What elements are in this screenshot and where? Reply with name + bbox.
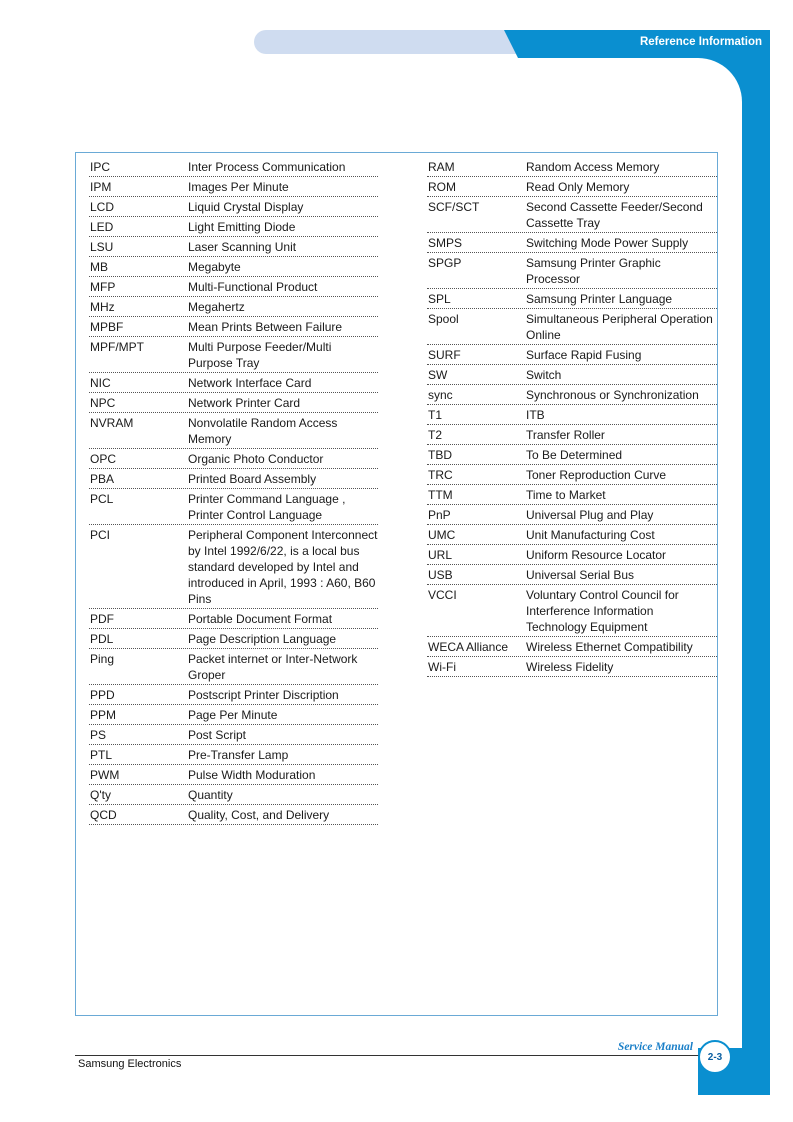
glossary-abbreviation: LCD xyxy=(90,200,115,214)
glossary-definition: Organic Photo Conductor xyxy=(188,452,324,466)
footer-divider xyxy=(75,1055,705,1056)
glossary-entry xyxy=(427,637,717,657)
glossary-definition: Synchronous or Synchronization xyxy=(526,388,699,402)
glossary-right-column xyxy=(427,157,717,677)
glossary-definition: Switching Mode Power Supply xyxy=(526,236,689,250)
glossary-entry xyxy=(89,525,378,609)
glossary-entry xyxy=(89,489,378,525)
glossary-definition: Time to Market xyxy=(526,488,606,502)
glossary-abbreviation: IPM xyxy=(90,180,112,194)
glossary-entry xyxy=(427,565,717,585)
glossary-entry xyxy=(89,217,378,237)
glossary-abbreviation: NPC xyxy=(90,396,116,410)
glossary-entry xyxy=(89,785,378,805)
glossary-entry xyxy=(427,485,717,505)
glossary-definition: Printer Command Language , Printer Control Language xyxy=(188,492,346,522)
glossary-abbreviation: TRC xyxy=(428,468,453,482)
glossary-abbreviation: Ping xyxy=(90,652,115,666)
glossary-entry xyxy=(89,317,378,337)
glossary-entry xyxy=(89,765,378,785)
glossary-definition: Liquid Crystal Display xyxy=(188,200,304,214)
glossary-abbreviation: LED xyxy=(90,220,114,234)
glossary-abbreviation: LSU xyxy=(90,240,114,254)
glossary-definition: Packet internet or Inter-Network Groper xyxy=(188,652,358,682)
glossary-entry xyxy=(427,309,717,345)
glossary-entry xyxy=(427,425,717,445)
section-title: Reference Information xyxy=(639,36,762,48)
glossary-entry xyxy=(427,197,717,233)
glossary-entry xyxy=(427,505,717,525)
glossary-abbreviation: SURF xyxy=(428,348,461,362)
glossary-definition: Portable Document Format xyxy=(188,612,333,626)
glossary-abbreviation: Q'ty xyxy=(90,788,111,802)
glossary-definition: Peripheral Component Interconnect by Intel 1992/6/22, is a local bus standard developed by Intel and introduced in April, 1993 : A60, B60 Pins xyxy=(188,528,378,606)
glossary-abbreviation: ROM xyxy=(428,180,456,194)
glossary-abbreviation: PCI xyxy=(90,528,111,542)
glossary-entry xyxy=(89,685,378,705)
glossary-entry xyxy=(427,289,717,309)
glossary-abbreviation: MPBF xyxy=(90,320,124,334)
glossary-definition: Pre-Transfer Lamp xyxy=(188,748,289,762)
glossary-definition: Universal Serial Bus xyxy=(526,568,635,582)
glossary-entry xyxy=(89,257,378,277)
glossary-entry xyxy=(89,629,378,649)
glossary-entry xyxy=(89,805,378,825)
glossary-abbreviation: MHz xyxy=(90,300,115,314)
glossary-entry xyxy=(427,465,717,485)
glossary-definition: Wireless Ethernet Compatibility xyxy=(526,640,693,654)
glossary-definition: Wireless Fidelity xyxy=(526,660,614,674)
glossary-definition: Network Interface Card xyxy=(188,376,312,390)
company-name: Samsung Electronics xyxy=(78,1058,182,1070)
glossary-definition: Inter Process Communication xyxy=(188,160,346,174)
glossary-abbreviation: NIC xyxy=(90,376,111,390)
glossary-abbreviation: OPC xyxy=(90,452,117,466)
glossary-definition: Uniform Resource Locator xyxy=(526,548,667,562)
glossary-definition: Post Script xyxy=(188,728,247,742)
glossary-entry xyxy=(89,157,378,177)
glossary-abbreviation: Spool xyxy=(428,312,459,326)
glossary-definition: Read Only Memory xyxy=(526,180,630,194)
glossary-entry xyxy=(89,177,378,197)
glossary-abbreviation: MFP xyxy=(90,280,116,294)
glossary-entry xyxy=(427,253,717,289)
glossary-abbreviation: PTL xyxy=(90,748,113,762)
glossary-definition: Laser Scanning Unit xyxy=(188,240,297,254)
glossary-entry xyxy=(427,445,717,465)
glossary-definition: Voluntary Control Council for Interference Information Technology Equipment xyxy=(526,588,679,634)
glossary-definition: Postscript Printer Discription xyxy=(188,688,339,702)
glossary-definition: To Be Determined xyxy=(526,448,623,462)
glossary-definition: Mean Prints Between Failure xyxy=(188,320,343,334)
glossary-definition: Toner Reproduction Curve xyxy=(526,468,667,482)
glossary-entry xyxy=(89,197,378,217)
glossary-abbreviation: UMC xyxy=(428,528,456,542)
glossary-entry xyxy=(427,545,717,565)
glossary-definition: Network Printer Card xyxy=(188,396,301,410)
glossary-entry xyxy=(89,413,378,449)
glossary-definition: Samsung Printer Graphic Processor xyxy=(526,256,661,286)
glossary-abbreviation: PWM xyxy=(90,768,120,782)
glossary-definition: Megabyte xyxy=(188,260,241,274)
glossary-definition: Unit Manufacturing Cost xyxy=(526,528,655,542)
glossary-left-column xyxy=(89,157,378,825)
glossary-abbreviation: SCF/SCT xyxy=(428,200,480,214)
glossary-entry xyxy=(427,177,717,197)
glossary-abbreviation: URL xyxy=(428,548,453,562)
glossary-abbreviation: NVRAM xyxy=(90,416,134,430)
glossary-definition: Surface Rapid Fusing xyxy=(526,348,642,362)
glossary-abbreviation: T2 xyxy=(428,428,443,442)
glossary-entry xyxy=(89,705,378,725)
glossary-definition: Megahertz xyxy=(188,300,245,314)
glossary-entry xyxy=(89,337,378,373)
glossary-abbreviation: PDF xyxy=(90,612,114,626)
glossary-definition: Printed Board Assembly xyxy=(188,472,317,486)
glossary-box xyxy=(75,152,718,1016)
glossary-abbreviation: SPGP xyxy=(428,256,462,270)
glossary-abbreviation: QCD xyxy=(90,808,117,822)
glossary-abbreviation: TBD xyxy=(428,448,452,462)
glossary-entry xyxy=(89,745,378,765)
glossary-abbreviation: PnP xyxy=(428,508,451,522)
glossary-abbreviation: TTM xyxy=(428,488,453,502)
glossary-abbreviation: PS xyxy=(90,728,107,742)
glossary-definition: Nonvolatile Random Access Memory xyxy=(188,416,338,446)
glossary-abbreviation: Wi-Fi xyxy=(428,660,456,674)
glossary-definition: Quantity xyxy=(188,788,233,802)
glossary-entry xyxy=(427,405,717,425)
glossary-abbreviation: PBA xyxy=(90,472,115,486)
glossary-abbreviation: PPD xyxy=(90,688,115,702)
glossary-abbreviation: VCCI xyxy=(428,588,457,602)
glossary-definition: Quality, Cost, and Delivery xyxy=(188,808,330,822)
glossary-entry xyxy=(89,373,378,393)
glossary-definition: Samsung Printer Language xyxy=(526,292,673,306)
glossary-definition: Page Description Language xyxy=(188,632,337,646)
glossary-definition: Transfer Roller xyxy=(526,428,605,442)
glossary-abbreviation: SPL xyxy=(428,292,451,306)
glossary-abbreviation: RAM xyxy=(428,160,455,174)
glossary-entry xyxy=(89,725,378,745)
glossary-definition: Simultaneous Peripheral Operation Online xyxy=(526,312,713,342)
service-manual-label: Service Manual xyxy=(617,1041,693,1053)
glossary-definition: Page Per Minute xyxy=(188,708,278,722)
glossary-definition: Multi-Functional Product xyxy=(188,280,318,294)
glossary-abbreviation: SW xyxy=(428,368,448,382)
glossary-abbreviation: PCL xyxy=(90,492,114,506)
glossary-abbreviation: IPC xyxy=(90,160,111,174)
glossary-abbreviation: PPM xyxy=(90,708,117,722)
glossary-abbreviation: sync xyxy=(428,388,453,402)
glossary-definition: Multi Purpose Feeder/Multi Purpose Tray xyxy=(188,340,332,370)
glossary-entry xyxy=(89,469,378,489)
glossary-entry xyxy=(427,525,717,545)
glossary-entry xyxy=(89,609,378,629)
glossary-entry xyxy=(427,365,717,385)
glossary-entry xyxy=(427,385,717,405)
glossary-abbreviation: MB xyxy=(90,260,108,274)
glossary-abbreviation: SMPS xyxy=(428,236,463,250)
glossary-entry xyxy=(89,277,378,297)
page-number-badge: 2-3 xyxy=(698,1040,732,1074)
glossary-entry xyxy=(89,297,378,317)
glossary-entry xyxy=(427,345,717,365)
glossary-abbreviation: USB xyxy=(428,568,453,582)
glossary-definition: ITB xyxy=(526,408,545,422)
glossary-entry xyxy=(89,649,378,685)
glossary-entry xyxy=(427,585,717,637)
glossary-definition: Switch xyxy=(526,368,562,382)
glossary-definition: Light Emitting Diode xyxy=(188,220,296,234)
glossary-entry xyxy=(427,233,717,253)
glossary-abbreviation: PDL xyxy=(90,632,114,646)
glossary-abbreviation: WECA Alliance xyxy=(428,640,509,654)
glossary-entry xyxy=(89,237,378,257)
glossary-definition: Second Cassette Feeder/Second Cassette Tray xyxy=(526,200,703,230)
glossary-definition: Images Per Minute xyxy=(188,180,289,194)
glossary-entry xyxy=(89,393,378,413)
glossary-entry xyxy=(89,449,378,469)
glossary-abbreviation: T1 xyxy=(428,408,443,422)
glossary-entry xyxy=(427,157,717,177)
glossary-entry xyxy=(427,657,717,677)
glossary-definition: Pulse Width Moduration xyxy=(188,768,316,782)
glossary-definition: Random Access Memory xyxy=(526,160,660,174)
glossary-abbreviation: MPF/MPT xyxy=(90,340,144,354)
glossary-definition: Universal Plug and Play xyxy=(526,508,654,522)
